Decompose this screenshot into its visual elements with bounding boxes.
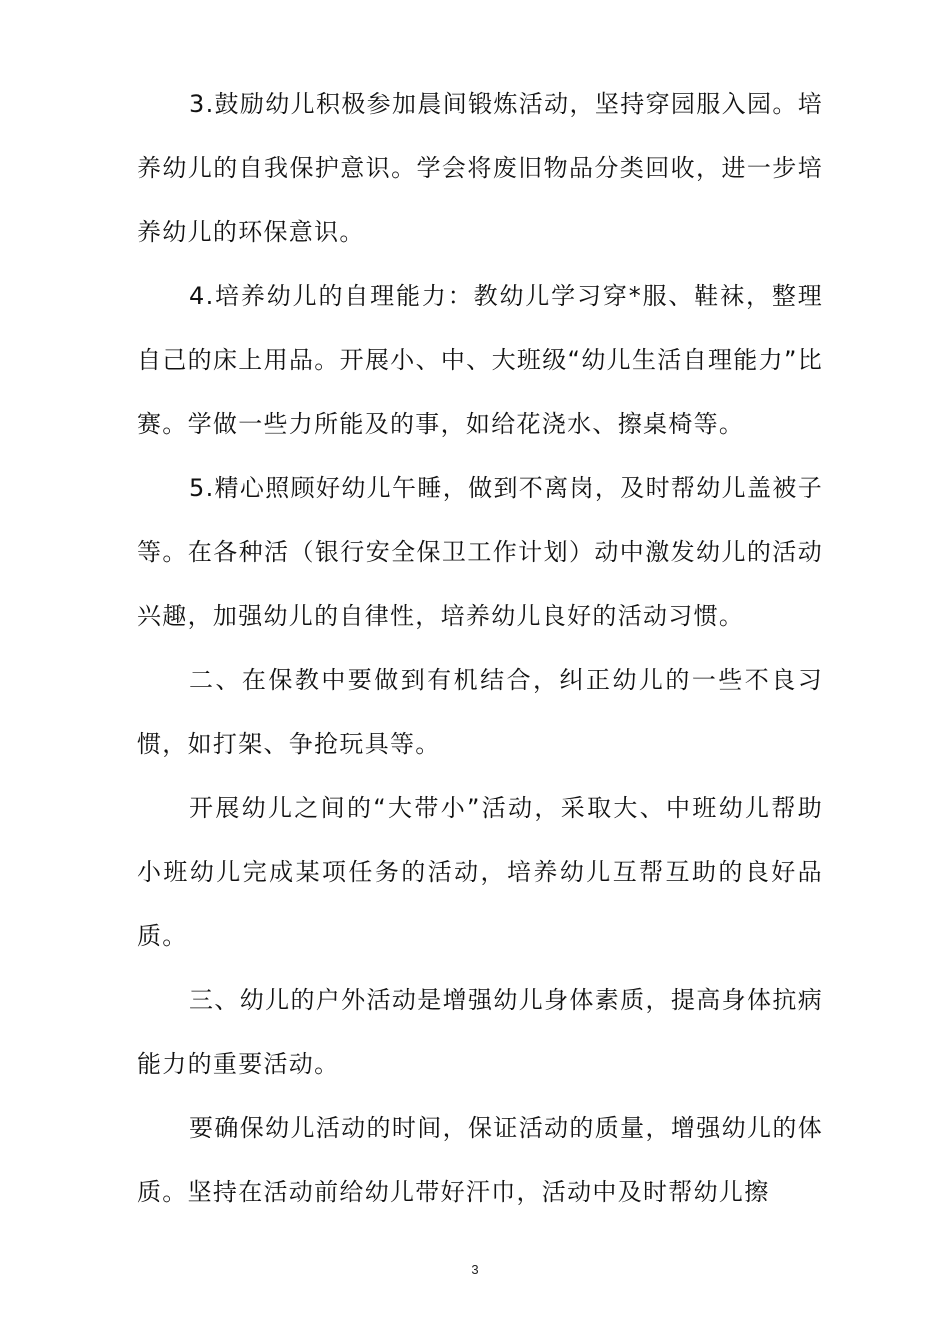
paragraph-big-helps-small: 开展幼儿之间的“大带小”活动，采取大、中班幼儿帮助小班幼儿完成某项任务的活动，培养幼儿互帮互助的良好品质。 [137, 794, 823, 950]
page-number: 3 [471, 1262, 479, 1277]
body-text [137, 72, 823, 1224]
paragraph-item-5: 5.精心照顾好幼儿午睡，做到不离岗，及时帮幼儿盖被子等。在各种活（银行安全保卫工作计划）动中激发幼儿的活动兴趣，加强幼儿的自律性，培养幼儿良好的活动习惯。 [137, 474, 823, 630]
paragraph-item-4: 4.培养幼儿的自理能力：教幼儿学习穿*服、鞋袜，整理自己的床上用品。开展小、中、大班级“幼儿生活自理能力”比赛。学做一些力所能及的事，如给花浇水、擦桌椅等。 [137, 282, 823, 438]
paragraph-section-2: 二、在保教中要做到有机结合，纠正幼儿的一些不良习惯，如打架、争抢玩具等。 [137, 666, 823, 758]
paragraph-item-3: 3.鼓励幼儿积极参加晨间锻炼活动，坚持穿园服入园。培养幼儿的自我保护意识。学会将废旧物品分类回收，进一步培养幼儿的环保意识。 [137, 90, 823, 246]
paragraph-section-3: 三、幼儿的户外活动是增强幼儿身体素质，提高身体抗病能力的重要活动。 [137, 986, 823, 1078]
paragraph-activity-time: 要确保幼儿活动的时间，保证活动的质量，增强幼儿的体质。坚持在活动前给幼儿带好汗巾，活动中及时帮幼儿擦 [137, 1114, 823, 1206]
